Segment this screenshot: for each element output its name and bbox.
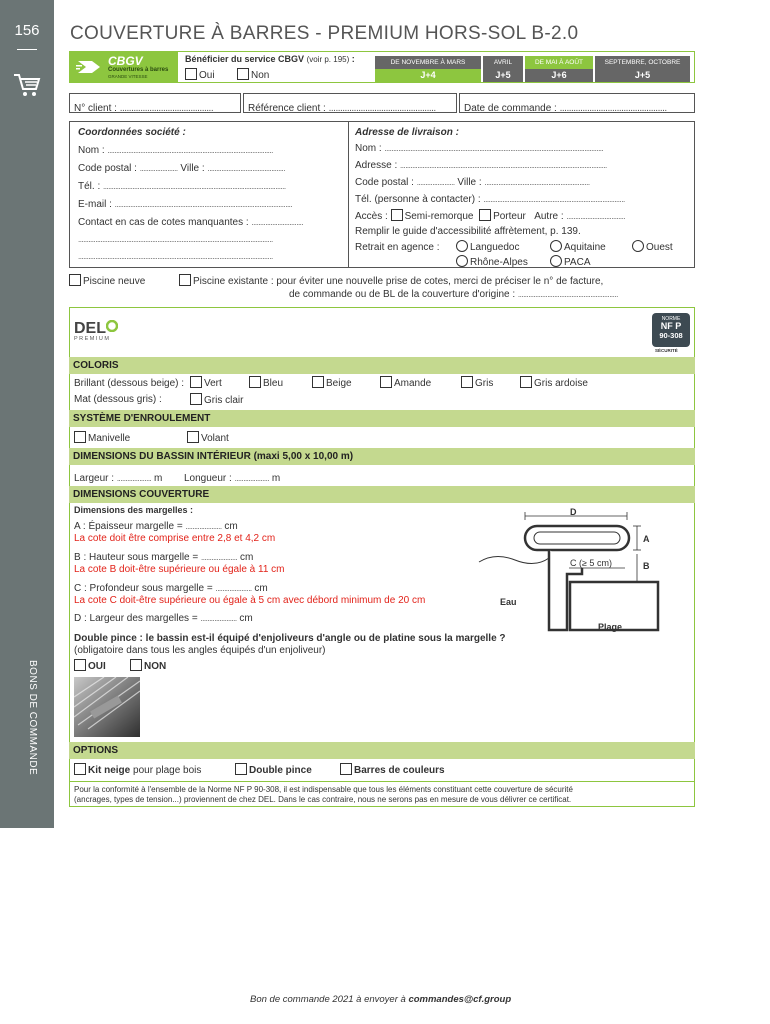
period-value-0: J+4 [375,69,481,82]
option-label: PACA [564,257,591,268]
fill-dots: .................... [234,474,270,483]
couverture-section-header: DIMENSIONS COUVERTURE [69,486,695,503]
option-label: Aquitaine [564,242,606,253]
cbgv-non-option[interactable] [237,68,269,81]
unit-label: m [151,473,163,484]
diagram-label-eau: Eau [500,597,517,607]
period-header-0: DE NOVEMBRE À MARS [375,56,481,69]
fill-dots: ...................... [416,178,455,187]
cbgv-benefit-ref: (voir p. 195) [306,55,350,64]
field-label: Ville : [454,177,485,188]
enroulement-section-header: SYSTÈME D'ENROULEMENT [69,410,695,427]
agency-languedoc-option[interactable] [456,240,520,253]
option-label: Piscine existante : pour éviter une nouvelle prise de cotes, merci de préciser le n° de facture, [193,276,604,287]
option-label: Amande [394,378,432,389]
checkbox[interactable] [190,393,202,405]
fill-dots: ............................................... [559,103,667,114]
coloris-section-header: COLORIS [69,357,695,374]
double-pince-note: (obligatoire dans tous les angles équipés d'un enjoliveur) [74,645,326,656]
longueur-field[interactable] [184,473,280,484]
option-label: OUI [88,661,106,672]
fill-dots: ...................... [139,164,178,173]
margelle-c-field[interactable] [74,583,268,594]
fill-dots: ................................................................................................ [107,146,273,155]
acces-porteur-option[interactable] [479,211,526,222]
agency-ouest-option[interactable] [632,240,673,253]
option-label: Beige [326,378,352,389]
radio[interactable] [632,240,644,252]
double-pince-option[interactable] [235,763,312,776]
field-label: C : Profondeur sous margelle = [74,583,216,594]
field-label: Longueur : [184,473,235,484]
period-value-1: J+5 [483,69,523,82]
footnote-divider [69,781,695,782]
water-line [479,556,549,563]
del-logo [74,320,118,342]
field-label: Largeur : [74,473,117,484]
option-label: Vert [204,378,222,389]
footer-email-link[interactable]: commandes@cf.group [408,994,512,1005]
fill-dots: .......................................................................................................... [103,182,286,191]
unit-label: cm [221,521,238,532]
checkbox[interactable] [74,763,86,775]
nf-number: 90-308 [659,331,683,340]
footnote-line-1: Pour la conformité à l'ensemble de la Norme NF P 90-308, il est indispensable que tous les éléments constituant cette couverture de sécurité [74,785,573,794]
nf-securite: SÉCURITÉ [655,348,678,353]
checkbox[interactable] [69,274,81,286]
page-number: 156 [14,22,40,39]
cbgv-logo-sub2: GRANDE VITESSE [108,74,148,79]
checkbox[interactable] [380,376,392,388]
option-label: Manivelle [88,433,131,444]
radio[interactable] [456,255,468,267]
checkbox[interactable] [312,376,324,388]
diagram-label-b: B [643,561,650,571]
company-contact-field[interactable] [78,217,303,228]
company-contact-line-2[interactable]: ................................................................................................................. [78,235,273,244]
fill-dots: .......................................................... [517,290,618,299]
double-pince-non-option[interactable] [130,659,166,672]
field-label: Tél. (personne à contacter) : [355,194,484,205]
double-pince-oui-option[interactable] [74,659,106,672]
fill-dots: .................................................................................. [483,195,625,204]
agency-aquitaine-option[interactable] [550,240,606,253]
coloris-mat-label: Mat (dessous gris) : [74,394,162,405]
order-date-label: Date de commande : [464,103,560,114]
option-label: NON [144,661,167,672]
option-label: Gris clair [204,395,244,406]
margelle-a-note: La cote doit être comprise entre 2,8 et 4,2 cm [74,533,276,544]
nf-norme: NORME [661,316,681,322]
color-vert-option[interactable] [190,376,222,389]
fill-dots: ..................... [200,614,237,623]
diagram-label-d: D [570,507,577,517]
fill-dots: ......................................... [119,103,214,114]
company-tel-field[interactable] [78,181,286,192]
field-label: Accès : [355,211,391,222]
field-label: Code postal : [355,177,417,188]
option-label: Bleu [263,378,284,389]
delivery-acces-row [355,209,625,222]
delivery-cp-ville-field[interactable] [355,177,590,188]
option-label-bold: Kit neige [88,765,131,776]
diagram-label-c: C (≥ 5 cm) [570,558,612,568]
agency-paca-option[interactable] [550,255,591,268]
color-amande-option[interactable] [380,376,431,389]
del-logo-mark-icon [106,320,118,332]
enjoliveur-photo [74,677,140,737]
field-label: Tél. : [78,181,104,192]
margelle-a-field[interactable] [74,521,238,532]
unit-label: m [269,473,281,484]
sidebar [0,0,54,828]
color-gris-ardoise-option[interactable] [520,376,588,389]
color-gris-option[interactable] [461,376,493,389]
diagram-label-a: A [643,534,650,544]
bassin-section-header: DIMENSIONS DU BASSIN INTÉRIEUR (maxi 5,00 x 10,00 m) [69,448,695,465]
option-label: Barres de couleurs [354,765,445,776]
cbgv-logo-block [70,52,178,82]
coloris-brillant-label: Brillant (dessous beige) : [74,378,185,389]
fill-dots: ............................................................................................................................... [384,144,604,153]
fill-dots: ....................................................................................................... [114,200,293,209]
checkbox[interactable] [190,376,202,388]
period-header-3: SEPTEMBRE, OCTOBRE [595,56,690,69]
sidebar-divider [17,49,37,50]
unit-label: cm [251,583,268,594]
cbgv-banner [69,51,695,83]
company-heading: Coordonnées société : [78,127,186,138]
unit-label: cm [236,613,253,624]
diagram-label-plage: Plage [598,622,623,632]
del-logo-text: DEL [74,320,106,337]
fill-dots: ..................... [185,522,222,531]
largeur-field[interactable] [74,473,162,484]
option-label: pour plage bois [130,765,202,776]
acces-autre-field[interactable]: .................................. [566,212,626,221]
period-header-2: DE MAI À AOÛT [525,56,593,69]
delivery-retrait-label: Retrait en agence : [355,242,440,253]
period-value-3: J+5 [595,69,690,82]
checkbox[interactable] [235,763,247,775]
option-label: Non [251,70,270,81]
period-header-1: AVRIL [483,56,523,69]
double-pince-question: Double pince : le bassin est-il équipé d'enjoliveurs d'angle ou de platine sous la margelle ? [74,633,506,644]
agency-rhone-alpes-option[interactable] [456,255,528,268]
cbgv-logo-sub1: Couvertures à barres [108,67,169,73]
field-label: E-mail : [78,199,115,210]
fill-dots: ............................................................. [484,178,590,187]
fill-dots: ..................... [201,553,238,562]
cbgv-oui-option[interactable] [185,68,215,81]
checkbox[interactable] [185,68,197,80]
margelle-c-note: La cote C doit-être supérieure ou égale à 5 cm avec débord minimum de 20 cm [74,595,426,606]
checkbox[interactable] [391,209,403,221]
color-beige-option[interactable] [312,376,352,389]
delivery-adresse-field[interactable] [355,160,607,171]
field-label: D : Largeur des margelles = [74,613,201,624]
checkbox[interactable] [130,659,142,671]
field-label: Nom : [78,145,108,156]
option-label: Languedoc [470,242,520,253]
option-label: Gris ardoise [534,378,588,389]
margelle-b-field[interactable] [74,552,253,563]
option-label: Porteur [493,211,526,222]
volant-option[interactable] [187,431,229,444]
radio[interactable] [550,240,562,252]
option-label: Semi-remorque [404,211,474,222]
acces-semi-option[interactable] [391,211,474,222]
option-label: Ouest [646,242,673,253]
client-reference-label: Référence client : [248,103,329,114]
field-label: Nom : [355,143,385,154]
nf-label: NF P [660,321,682,331]
checkbox[interactable] [74,659,86,671]
field-label: Contact en cas de cotes manquantes : [78,217,252,228]
delivery-nom-field[interactable] [355,143,603,154]
barres-couleurs-option[interactable] [340,763,445,776]
nf-norm-badge [652,313,690,347]
fill-dots: ............................................... [328,103,436,114]
fill-dots: .............................. [251,218,304,227]
checkbox[interactable] [461,376,473,388]
speed-arrow-icon [76,57,106,77]
manivelle-option[interactable] [74,431,130,444]
sidebar-vertical-label: BONS DE COMMANDE [27,660,38,776]
shopping-cart-icon [13,72,41,98]
fill-dots: ..................... [215,584,252,593]
contact-details-box [69,121,695,268]
checkbox[interactable] [74,431,86,443]
radio[interactable] [550,255,562,267]
client-number-field[interactable] [69,93,241,113]
field-label: Code postal : [78,163,140,174]
company-contact-line-3[interactable]: ................................................................................................................. [78,252,273,261]
kit-neige-option[interactable] [74,763,201,776]
company-email-field[interactable] [78,199,292,210]
checkbox[interactable] [249,376,261,388]
checkbox[interactable] [187,431,199,443]
field-label: Ville : [177,163,208,174]
field-label: Autre : [534,211,567,222]
period-value-2: J+6 [525,69,593,82]
pool-new-option[interactable] [69,274,145,287]
cbgv-benefit-label [185,54,355,64]
color-bleu-option[interactable] [249,376,283,389]
option-label: Oui [199,70,215,81]
field-label: B : Hauteur sous margelle = [74,552,202,563]
client-number-label: N° client : [74,103,120,114]
delivery-tel-field[interactable] [355,194,625,205]
field-label: Adresse : [355,160,401,171]
field-label: A : Épaisseur margelle = [74,521,186,532]
del-logo-sub: PREMIUM [74,336,111,342]
order-date-field[interactable] [459,93,695,113]
footer-text: Bon de commande 2021 à envoyer à [250,994,409,1005]
company-cp-ville-field[interactable] [78,163,285,174]
radio[interactable] [456,240,468,252]
company-nom-field[interactable] [78,145,273,156]
option-label: Rhône-Alpes [470,257,528,268]
option-label: Piscine neuve [83,276,146,287]
delivery-heading: Adresse de livraison : [355,127,459,138]
margelle-diagram [475,502,665,642]
cbgv-benefit-colon: : [349,54,355,64]
pool-existing-option[interactable] [179,274,603,287]
vertical-divider [348,122,349,267]
fill-dots: ........................................................................................................................ [400,161,607,170]
unit-label: cm [237,552,254,563]
checkbox[interactable] [520,376,532,388]
option-label: Volant [201,433,229,444]
margelles-heading: Dimensions des margelles : [74,505,194,515]
footnote-line-2: (ancrages, types de tension...) proviennent de chez DEL. Dans le cas contraire, nous ne serons pas en mesure de vous délivrer ce certificat. [74,795,572,804]
option-label: Double pince [249,765,312,776]
checkbox[interactable] [179,274,191,286]
margelle-d-field[interactable] [74,613,253,624]
fill-dots: .................... [116,474,152,483]
checkbox[interactable] [237,68,249,80]
fill-dots: ............................................. [207,164,285,173]
delivery-guide-note: Remplir le guide d'accessibilité affrètement, p. 139. [355,226,581,237]
page-footer [250,994,511,1005]
cbgv-benefit-title: Bénéficier du service CBGV [185,54,305,64]
options-section-header: OPTIONS [69,742,695,759]
pool-existing-ref-field[interactable] [289,289,618,300]
client-reference-field[interactable] [243,93,457,113]
checkbox[interactable] [479,209,491,221]
option-label: Gris [475,378,494,389]
margelle-b-note: La cote B doit-être supérieure ou égale à 11 cm [74,564,285,575]
field-label: de commande ou de BL de la couverture d'origine : [289,289,518,300]
color-gris-clair-option[interactable] [190,393,243,406]
page-title: COUVERTURE À BARRES - PREMIUM HORS-SOL B-2.0 [70,23,579,44]
cbgv-logo-text: CBGV [108,54,143,68]
checkbox[interactable] [340,763,352,775]
